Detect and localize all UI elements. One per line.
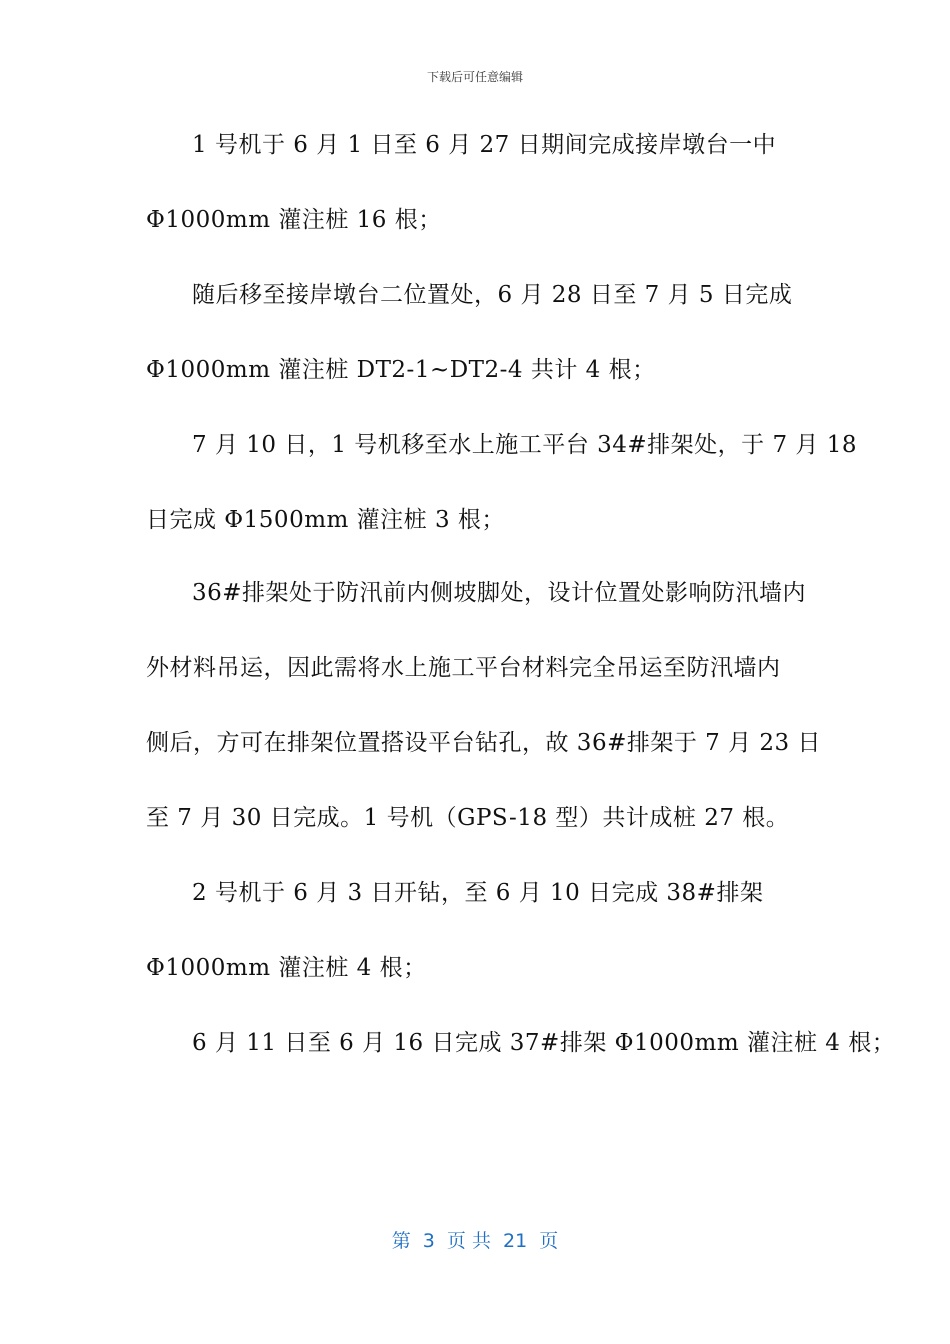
header-note: 下载后可任意编辑 (426, 70, 523, 84)
paragraph-line: 外材料吊运，因此需将水上施工平台材料完全吊运至防汛墙内 (146, 655, 781, 681)
paragraph-line: 1 号机于 6 月 1 日至 6 月 27 日期间完成接岸墩台一中 (192, 132, 777, 158)
paragraph-line: 随后移至接岸墩台二位置处，6 月 28 日至 7 月 5 日完成 (192, 282, 793, 308)
paragraph-line: 侧后，方可在排架位置搭设平台钻孔，故 36#排架于 7 月 23 日 (146, 730, 821, 756)
paragraph-line: 至 7 月 30 日完成。1 号机（GPS-18 型）共计成桩 27 根。 (146, 805, 790, 831)
paragraph-line: 2 号机于 6 月 3 日开钻，至 6 月 10 日完成 38#排架 (192, 880, 764, 906)
paragraph-line: 6 月 11 日至 6 月 16 日完成 37#排架 Φ1000mm 灌注桩 4 根； (192, 1030, 896, 1056)
page-number-footer: 第 3 页 共 21 页 (391, 1230, 559, 1252)
paragraph-line: 日完成 Φ1500mm 灌注桩 3 根； (146, 507, 505, 533)
paragraph-line: Φ1000mm 灌注桩 DT2-1~DT2-4 共计 4 根； (146, 357, 656, 383)
paragraph-line: Φ1000mm 灌注桩 16 根； (146, 207, 442, 233)
paragraph-line: 7 月 10 日，1 号机移至水上施工平台 34#排架处，于 7 月 18 (192, 432, 857, 458)
paragraph-line: 36#排架处于防汛前内侧坡脚处，设计位置处影响防汛墙内 (192, 580, 807, 606)
paragraph-line: Φ1000mm 灌注桩 4 根； (146, 955, 427, 981)
